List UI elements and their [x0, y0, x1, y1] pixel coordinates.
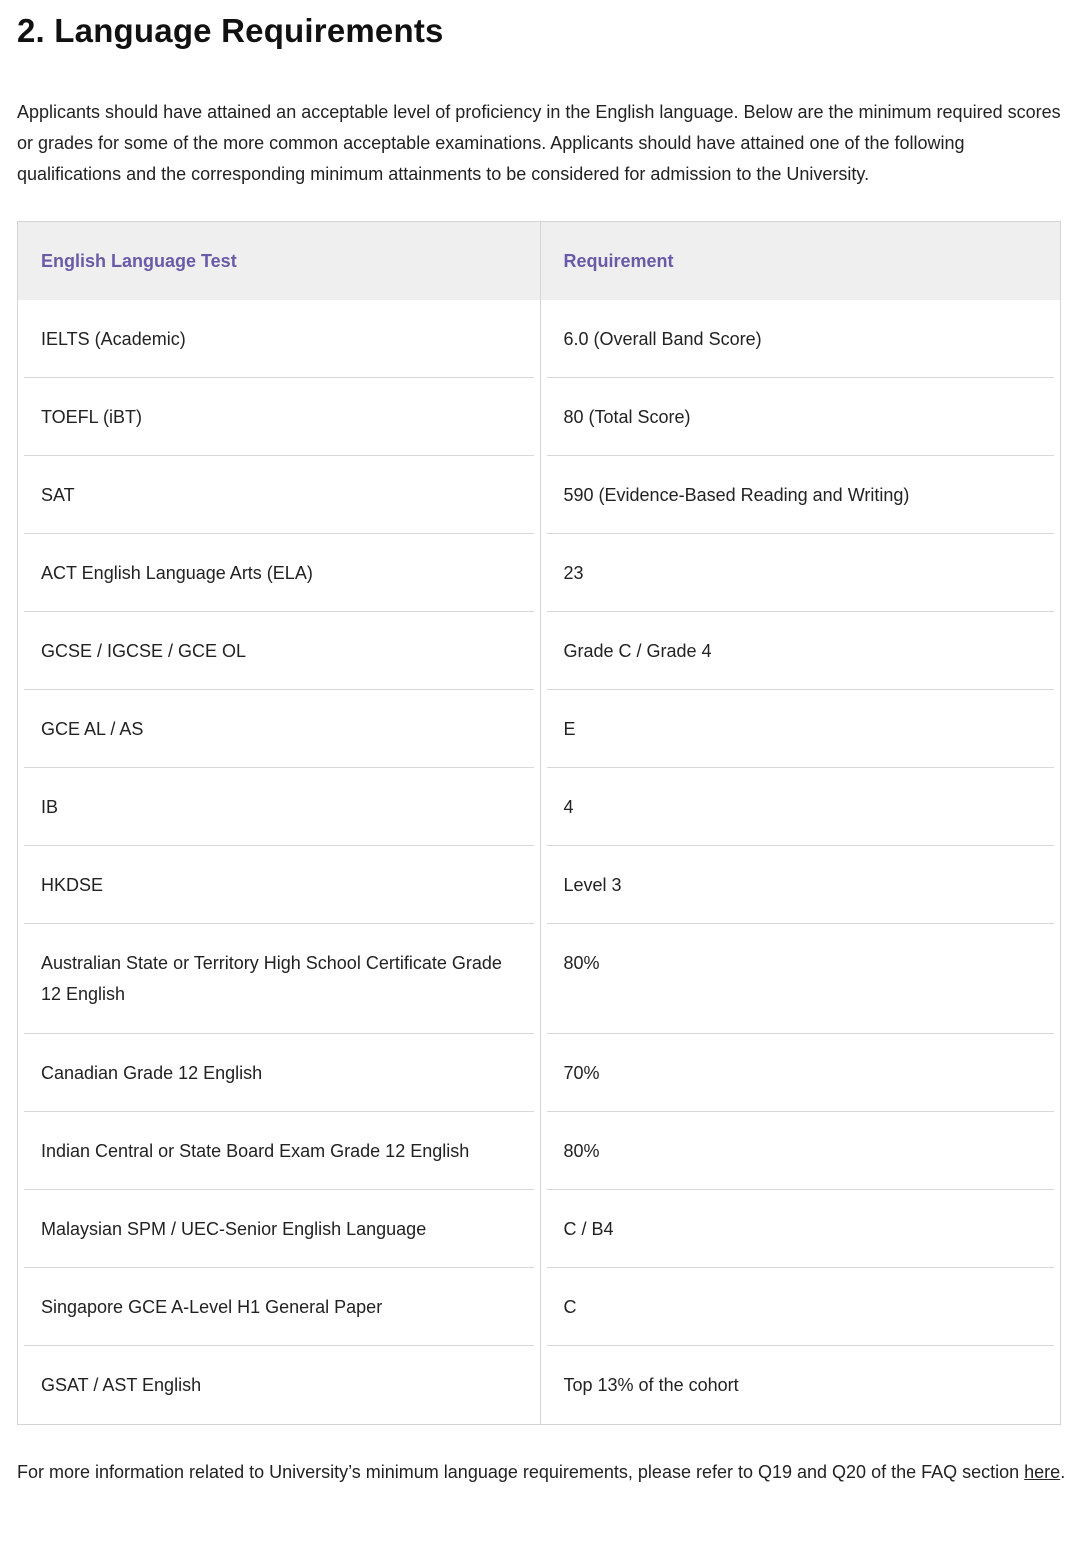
requirement-value: 23	[547, 534, 1055, 612]
language-requirements-section	[17, 0, 1066, 1482]
test-name: Australian State or Territory High School Certificate Grade 12 English	[24, 924, 534, 1034]
footer-note	[17, 1457, 1067, 1488]
test-name: ACT English Language Arts (ELA)	[24, 534, 534, 612]
test-name: GCE AL / AS	[24, 690, 534, 768]
requirement-value: 590 (Evidence-Based Reading and Writing)	[547, 456, 1055, 534]
requirement-value: C	[547, 1268, 1055, 1346]
footer-text: For more information related to University’s minimum language requirements, please refer to Q19 and Q20 of the FAQ section	[17, 1462, 1025, 1482]
table-row	[18, 456, 1060, 534]
requirement-value: 6.0 (Overall Band Score)	[547, 300, 1055, 378]
test-name: HKDSE	[24, 846, 534, 924]
test-name: GSAT / AST English	[41, 1375, 202, 1395]
table-row	[18, 378, 1060, 456]
requirement-value: 80%	[547, 924, 1055, 1034]
intro-paragraph: Applicants should have attained an acceptable level of proficiency in the English language. Below are the minimum required scores or grades for some of the more common acceptable examinations. Applicants should have attained one of the following qualifications and the corresponding minimum attainments to be considered for admission to the University.	[17, 102, 1061, 184]
header-english-language-test: English Language Test	[18, 222, 540, 300]
test-name: GCSE / IGCSE / GCE OL	[24, 612, 534, 690]
test-name: Canadian Grade 12 English	[24, 1034, 534, 1112]
requirement-value: C / B4	[547, 1190, 1055, 1268]
table-row	[18, 1034, 1060, 1112]
table-row	[18, 690, 1060, 768]
requirement-value: Top 13% of the cohort	[563, 1375, 739, 1395]
test-name: TOEFL (iBT)	[24, 378, 534, 456]
table-row	[18, 1190, 1060, 1268]
requirement-value: 4	[547, 768, 1055, 846]
test-name: Singapore GCE A-Level H1 General Paper	[24, 1268, 534, 1346]
table-row	[18, 924, 1060, 1034]
test-name: Malaysian SPM / UEC-Senior English Language	[24, 1190, 534, 1268]
requirements-table	[17, 221, 1061, 1425]
table-row	[18, 612, 1060, 690]
table-row	[18, 768, 1060, 846]
requirement-value: E	[547, 690, 1055, 768]
test-name: SAT	[24, 456, 534, 534]
table-row	[18, 534, 1060, 612]
table-row	[18, 1268, 1060, 1346]
test-name: IELTS (Academic)	[24, 300, 534, 378]
requirement-value: Level 3	[547, 846, 1055, 924]
test-name: IB	[24, 768, 534, 846]
table-row	[18, 846, 1060, 924]
test-name: Indian Central or State Board Exam Grade 12 English	[24, 1112, 534, 1190]
header-requirement: Requirement	[540, 222, 1060, 300]
requirement-value: Grade C / Grade 4	[547, 612, 1055, 690]
requirement-value: 80 (Total Score)	[547, 378, 1055, 456]
requirement-value: 70%	[547, 1034, 1055, 1112]
table-row	[18, 1346, 1060, 1424]
table-row	[18, 1112, 1060, 1190]
section-title: 2. Language Requirements	[17, 12, 444, 49]
faq-here-link[interactable]: here	[1024, 1462, 1061, 1482]
table-header-row	[18, 222, 1060, 300]
requirement-value: 80%	[547, 1112, 1055, 1190]
footer-period: .	[1060, 1462, 1066, 1482]
table-row	[18, 300, 1060, 378]
